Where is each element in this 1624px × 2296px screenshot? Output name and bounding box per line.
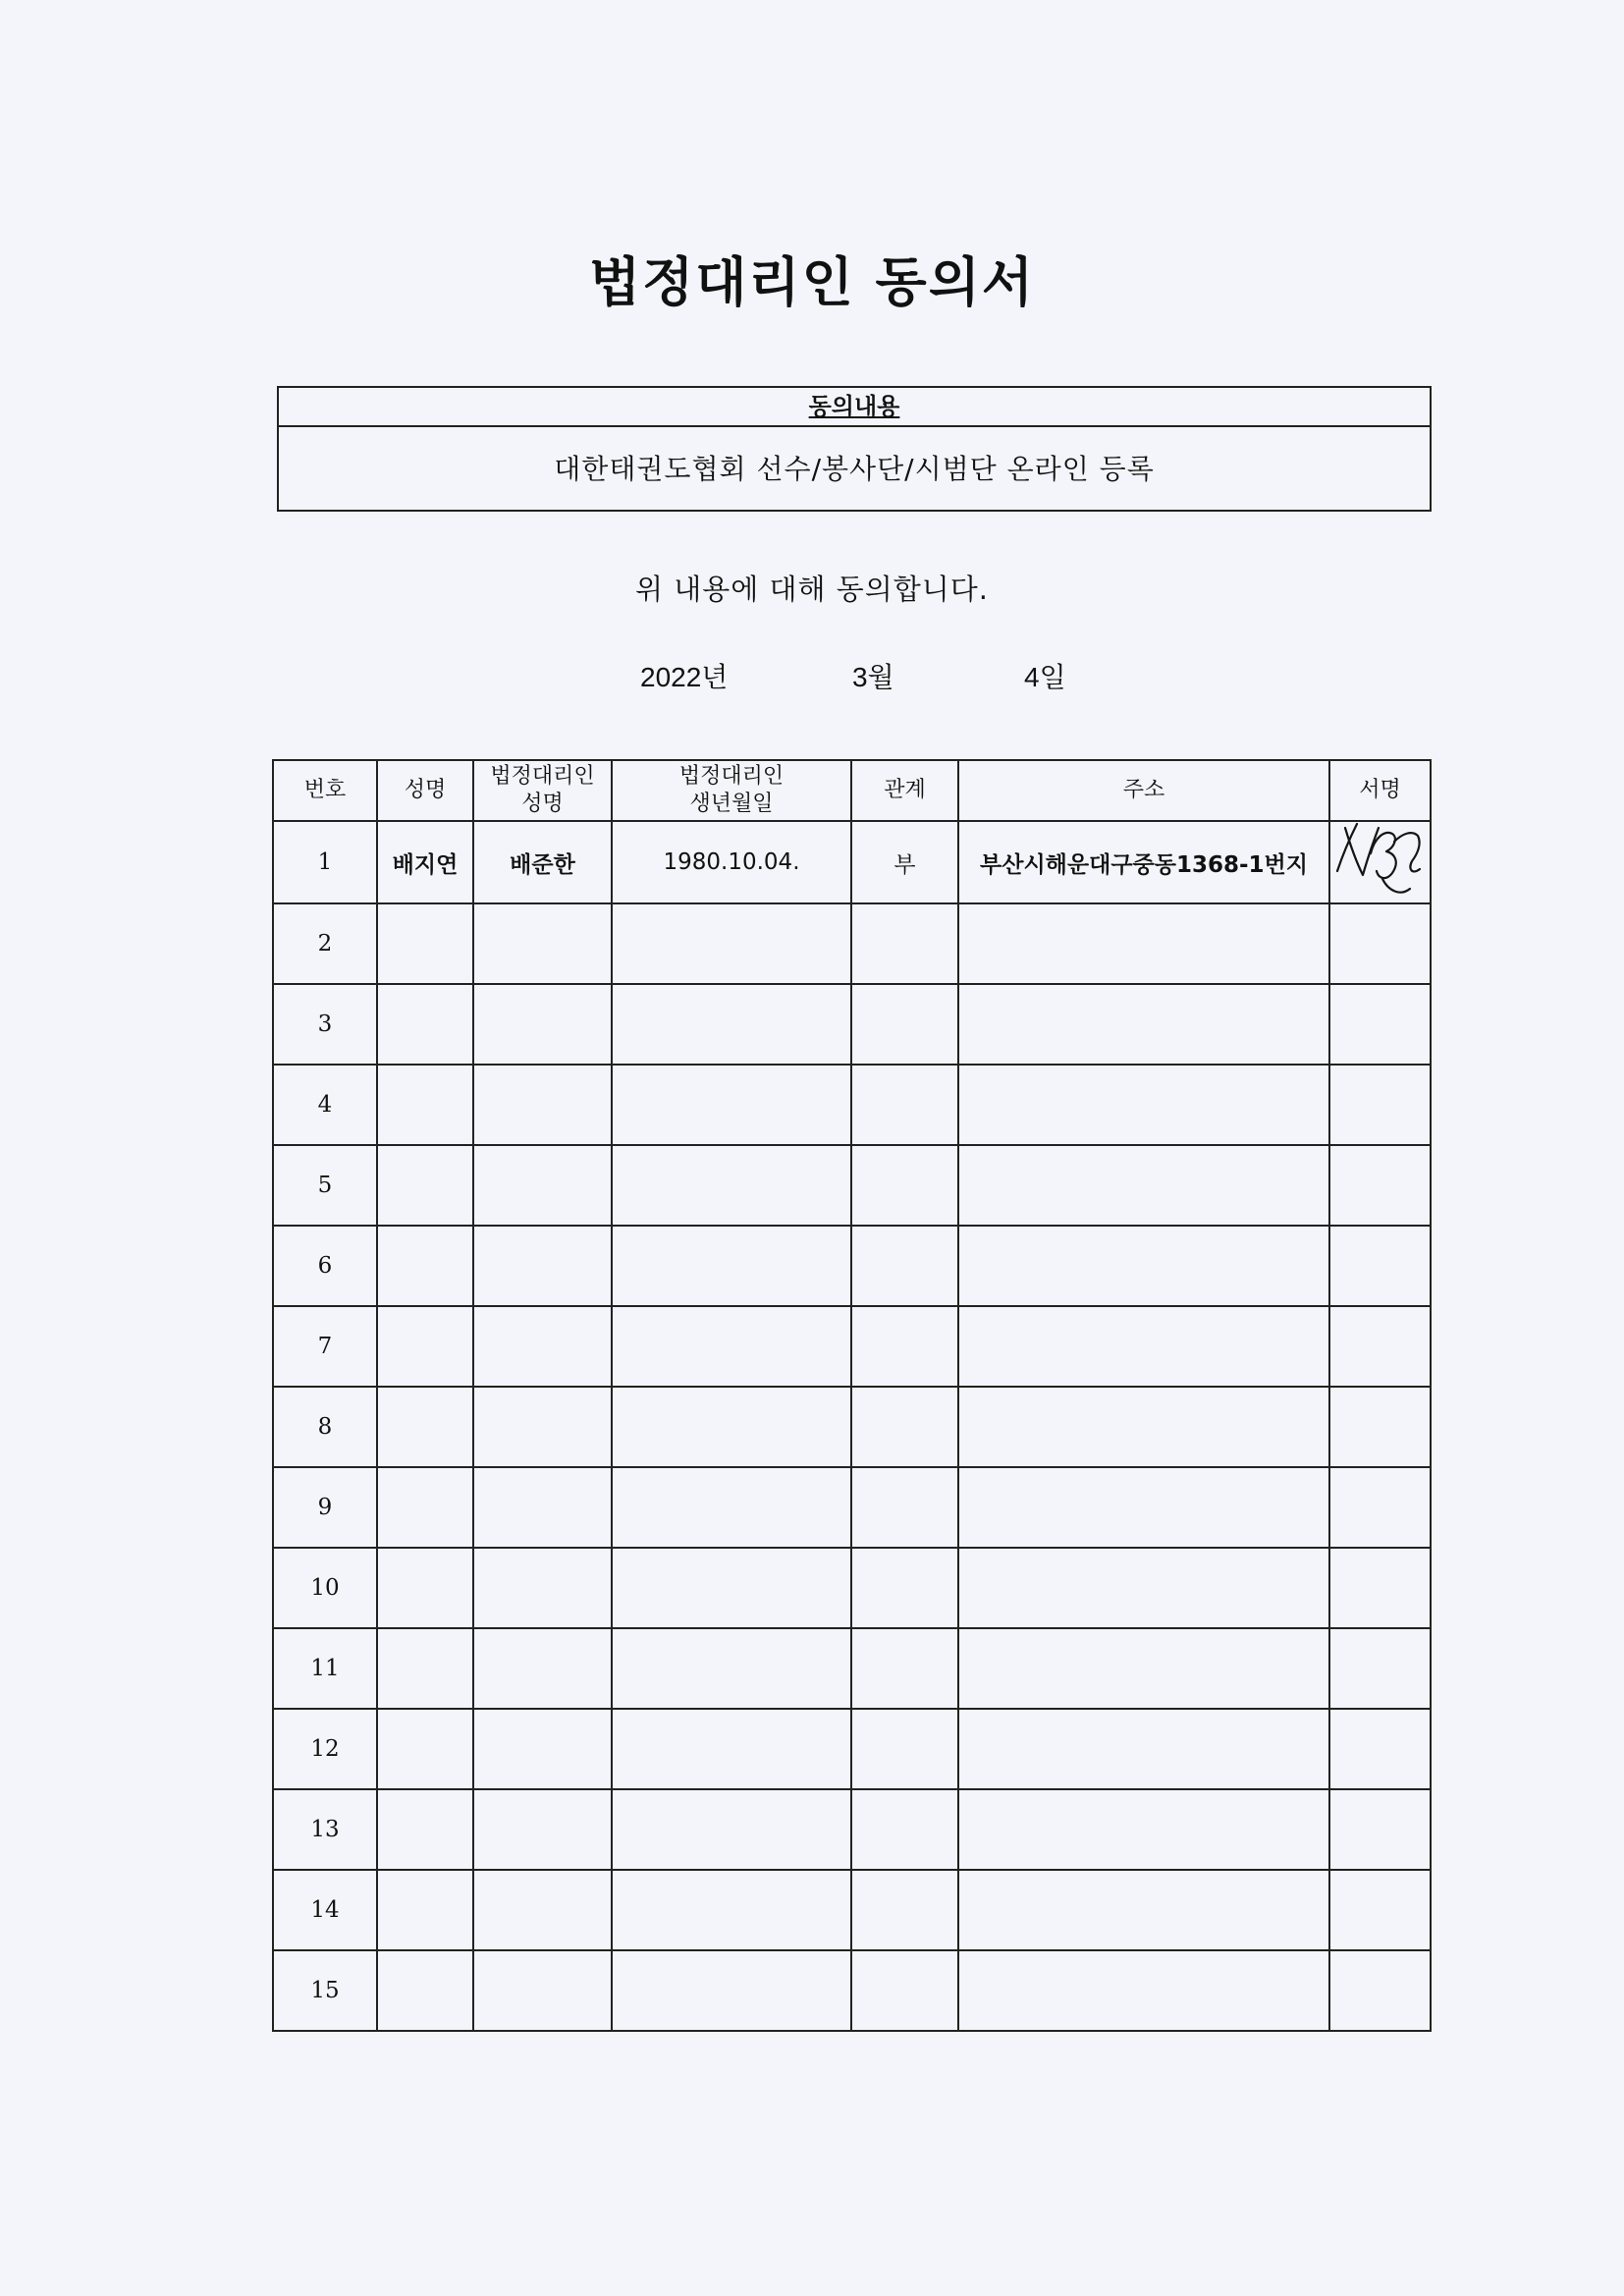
header-guardian-name: 법정대리인 성명: [473, 760, 612, 821]
cell-guardian-name: [473, 1628, 612, 1709]
cell-name: [377, 1145, 473, 1226]
cell-no: 1: [273, 821, 377, 903]
table-row: [273, 1226, 1431, 1306]
header-name: 성명: [377, 760, 473, 821]
cell-relation: [851, 1950, 958, 2031]
cell-guardian-dob: [612, 984, 851, 1065]
table-row: [273, 903, 1431, 984]
cell-name: [377, 1065, 473, 1145]
cell-name: [377, 1789, 473, 1870]
cell-name: [377, 1628, 473, 1709]
cell-guardian-name: [473, 1145, 612, 1226]
cell-signature: [1329, 1548, 1431, 1628]
cell-relation: [851, 1870, 958, 1950]
cell-name: [377, 984, 473, 1065]
cell-signature: [1329, 1387, 1431, 1467]
cell-address: [958, 1789, 1329, 1870]
cell-relation: [851, 1789, 958, 1870]
cell-relation: [851, 1226, 958, 1306]
cell-name: 배지연: [377, 821, 473, 903]
cell-no: 3: [273, 984, 377, 1065]
cell-relation: [851, 1467, 958, 1548]
consent-box: [277, 386, 1432, 512]
cell-guardian-name: 배준한: [473, 821, 612, 903]
cell-address: [958, 1226, 1329, 1306]
cell-guardian-name: [473, 1306, 612, 1387]
table-row: [273, 1950, 1431, 2031]
table-row: [273, 1709, 1431, 1789]
cell-address: [958, 1628, 1329, 1709]
cell-relation: [851, 1628, 958, 1709]
cell-signature: [1329, 1306, 1431, 1387]
cell-guardian-name: [473, 903, 612, 984]
table-row: [273, 821, 1431, 903]
cell-guardian-name: [473, 1226, 612, 1306]
cell-guardian-name: [473, 984, 612, 1065]
cell-relation: [851, 1709, 958, 1789]
cell-no: 13: [273, 1789, 377, 1870]
cell-signature: [1329, 1226, 1431, 1306]
cell-signature: [1329, 1870, 1431, 1950]
cell-no: 14: [273, 1870, 377, 1950]
cell-address: [958, 1145, 1329, 1226]
document-title: 법정대리인 동의서: [588, 251, 1036, 313]
cell-name: [377, 1467, 473, 1548]
cell-guardian-name: [473, 1387, 612, 1467]
cell-signature: [1329, 1065, 1431, 1145]
cell-guardian-name: [473, 1065, 612, 1145]
table-row: [273, 1306, 1431, 1387]
cell-relation: [851, 1306, 958, 1387]
cell-guardian-dob: [612, 1709, 851, 1789]
table-header-row: [273, 760, 1431, 821]
cell-signature: [1329, 903, 1431, 984]
cell-relation: [851, 1548, 958, 1628]
cell-no: 5: [273, 1145, 377, 1226]
cell-name: [377, 903, 473, 984]
handwritten-signature: [1333, 821, 1428, 902]
header-no: 번호: [273, 760, 377, 821]
cell-guardian-name: [473, 1789, 612, 1870]
cell-relation: [851, 1387, 958, 1467]
header-signature: 서명: [1329, 760, 1431, 821]
table-row: [273, 1467, 1431, 1548]
cell-signature: [1329, 821, 1431, 903]
cell-guardian-dob: [612, 1789, 851, 1870]
guardian-roster-table: [272, 759, 1432, 2032]
cell-name: [377, 1226, 473, 1306]
table-row: [273, 1870, 1431, 1950]
table-row: [273, 1387, 1431, 1467]
cell-guardian-dob: [612, 1387, 851, 1467]
cell-no: 11: [273, 1628, 377, 1709]
date-day: 4일: [1024, 662, 1066, 692]
cell-name: [377, 1306, 473, 1387]
date-year: 2022년: [640, 662, 729, 692]
cell-address: [958, 1467, 1329, 1548]
cell-relation: 부: [851, 821, 958, 903]
cell-no: 4: [273, 1065, 377, 1145]
cell-signature: [1329, 1950, 1431, 2031]
table-row: [273, 1548, 1431, 1628]
header-address: 주소: [958, 760, 1329, 821]
cell-no: 2: [273, 903, 377, 984]
cell-no: 6: [273, 1226, 377, 1306]
cell-signature: [1329, 1145, 1431, 1226]
cell-guardian-name: [473, 1950, 612, 2031]
cell-guardian-dob: [612, 1628, 851, 1709]
cell-signature: [1329, 1709, 1431, 1789]
cell-relation: [851, 1065, 958, 1145]
cell-address: [958, 1950, 1329, 2031]
cell-name: [377, 1548, 473, 1628]
cell-name: [377, 1709, 473, 1789]
cell-signature: [1329, 1628, 1431, 1709]
cell-address: [958, 1387, 1329, 1467]
cell-no: 10: [273, 1548, 377, 1628]
table-body: [273, 821, 1431, 2031]
cell-address: [958, 984, 1329, 1065]
cell-address: [958, 1709, 1329, 1789]
cell-guardian-dob: [612, 1548, 851, 1628]
cell-address: [958, 1065, 1329, 1145]
cell-address: [958, 1306, 1329, 1387]
table-row: [273, 1789, 1431, 1870]
cell-no: 15: [273, 1950, 377, 2031]
cell-guardian-name: [473, 1467, 612, 1548]
cell-name: [377, 1387, 473, 1467]
cell-guardian-dob: [612, 1467, 851, 1548]
cell-guardian-dob: [612, 1306, 851, 1387]
cell-guardian-dob: [612, 1145, 851, 1226]
table-row: [273, 1145, 1431, 1226]
cell-guardian-dob: 1980.10.04.: [612, 821, 851, 903]
cell-guardian-dob: [612, 1870, 851, 1950]
cell-address: 부산시해운대구중동1368-1번지: [958, 821, 1329, 903]
cell-address: [958, 1870, 1329, 1950]
cell-address: [958, 903, 1329, 984]
cell-no: 9: [273, 1467, 377, 1548]
cell-guardian-dob: [612, 1950, 851, 2031]
cell-signature: [1329, 1467, 1431, 1548]
table-row: [273, 1065, 1431, 1145]
cell-no: 7: [273, 1306, 377, 1387]
cell-name: [377, 1870, 473, 1950]
header-guardian-dob: 법정대리인 생년월일: [612, 760, 851, 821]
cell-guardian-name: [473, 1548, 612, 1628]
cell-no: 8: [273, 1387, 377, 1467]
cell-address: [958, 1548, 1329, 1628]
date-month: 3월: [852, 662, 894, 692]
cell-guardian-dob: [612, 1065, 851, 1145]
cell-signature: [1329, 984, 1431, 1065]
cell-relation: [851, 903, 958, 984]
table-row: [273, 984, 1431, 1065]
cell-guardian-dob: [612, 903, 851, 984]
cell-no: 12: [273, 1709, 377, 1789]
cell-guardian-name: [473, 1709, 612, 1789]
consent-text: 대한태권도협회 선수/봉사단/시범단 온라인 등록: [554, 453, 1155, 485]
consent-header: 동의내용: [279, 388, 1430, 427]
agreement-text: 위 내용에 대해 동의합니다.: [634, 573, 990, 606]
cell-name: [377, 1950, 473, 2031]
table-row: [273, 1628, 1431, 1709]
cell-relation: [851, 1145, 958, 1226]
header-relation: 관계: [851, 760, 958, 821]
cell-signature: [1329, 1789, 1431, 1870]
cell-guardian-dob: [612, 1226, 851, 1306]
cell-relation: [851, 984, 958, 1065]
cell-guardian-name: [473, 1870, 612, 1950]
